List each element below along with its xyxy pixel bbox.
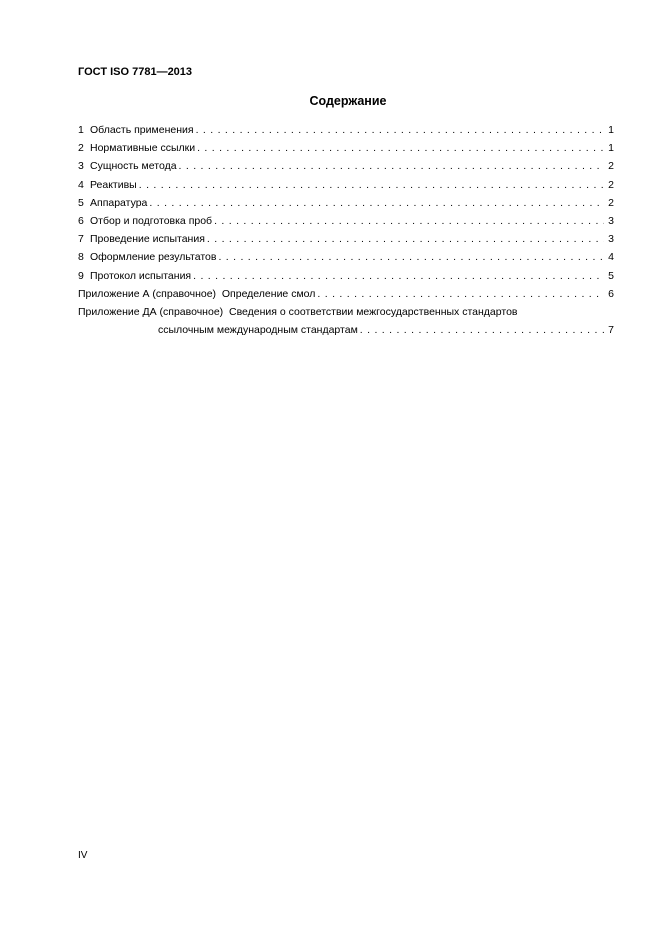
document-header: ГОСТ ISO 7781—2013 bbox=[78, 66, 193, 78]
dot-leader bbox=[196, 121, 604, 139]
toc-number: 9 bbox=[78, 269, 84, 282]
toc-number: 7 bbox=[78, 233, 84, 246]
toc-page: 4 bbox=[608, 251, 614, 264]
table-of-contents bbox=[78, 121, 614, 339]
toc-entry[interactable] bbox=[78, 248, 614, 266]
toc-number: 4 bbox=[78, 178, 84, 191]
toc-page: 2 bbox=[608, 178, 614, 191]
toc-number: 8 bbox=[78, 251, 84, 264]
toc-page: 5 bbox=[608, 269, 614, 282]
toc-number: 5 bbox=[78, 196, 84, 209]
dot-leader bbox=[193, 267, 604, 285]
dot-leader bbox=[139, 176, 604, 194]
toc-label: Реактивы bbox=[90, 178, 137, 191]
toc-entry[interactable] bbox=[78, 267, 614, 285]
toc-page: 3 bbox=[608, 214, 614, 227]
toc-label: Отбор и подготовка проб bbox=[90, 214, 213, 227]
toc-page: 2 bbox=[608, 160, 614, 173]
toc-appendix-entry[interactable] bbox=[78, 285, 614, 303]
dot-leader bbox=[149, 194, 604, 212]
dot-leader bbox=[218, 248, 604, 266]
toc-label: Область применения bbox=[90, 124, 194, 136]
toc-entry[interactable] bbox=[78, 139, 614, 157]
toc-number: 6 bbox=[78, 214, 84, 227]
dot-leader bbox=[179, 157, 604, 175]
toc-label: Приложение ДА (справочное) Сведения о соответствии межгосударственных стандартов bbox=[78, 305, 518, 318]
toc-entry[interactable] bbox=[78, 212, 614, 230]
toc-entry[interactable] bbox=[78, 194, 614, 212]
toc-label: Приложение А (справочное) Определение смол bbox=[78, 287, 316, 300]
dot-leader bbox=[317, 285, 604, 303]
toc-page: 7 bbox=[608, 324, 614, 337]
toc-number: 1 bbox=[78, 124, 84, 136]
toc-page: 6 bbox=[608, 287, 614, 300]
toc-entry[interactable] bbox=[78, 230, 614, 248]
toc-entry[interactable] bbox=[78, 176, 614, 194]
toc-label: Протокол испытания bbox=[90, 269, 192, 282]
dot-leader bbox=[214, 212, 604, 230]
toc-number: 2 bbox=[78, 142, 84, 155]
dot-leader bbox=[207, 230, 604, 248]
toc-page: 3 bbox=[608, 233, 614, 246]
toc-label: Нормативные ссылки bbox=[90, 142, 196, 155]
dot-leader bbox=[360, 321, 604, 339]
toc-page: 1 bbox=[608, 124, 614, 136]
page-title: Содержание bbox=[309, 94, 387, 108]
toc-label: Проведение испытания bbox=[90, 233, 205, 246]
toc-entry[interactable] bbox=[78, 157, 614, 175]
dot-leader bbox=[197, 139, 604, 157]
toc-label: Сущность метода bbox=[90, 160, 177, 173]
toc-entry[interactable] bbox=[78, 121, 614, 139]
toc-appendix-entry[interactable] bbox=[78, 303, 614, 339]
toc-label: Оформление результатов bbox=[90, 251, 217, 264]
toc-label-continuation: ссылочным международным стандартам bbox=[158, 324, 358, 337]
toc-page: 1 bbox=[608, 142, 614, 155]
page-number: IV bbox=[78, 850, 88, 861]
toc-number: 3 bbox=[78, 160, 84, 173]
toc-label: Аппаратура bbox=[90, 196, 148, 209]
toc-page: 2 bbox=[608, 196, 614, 209]
